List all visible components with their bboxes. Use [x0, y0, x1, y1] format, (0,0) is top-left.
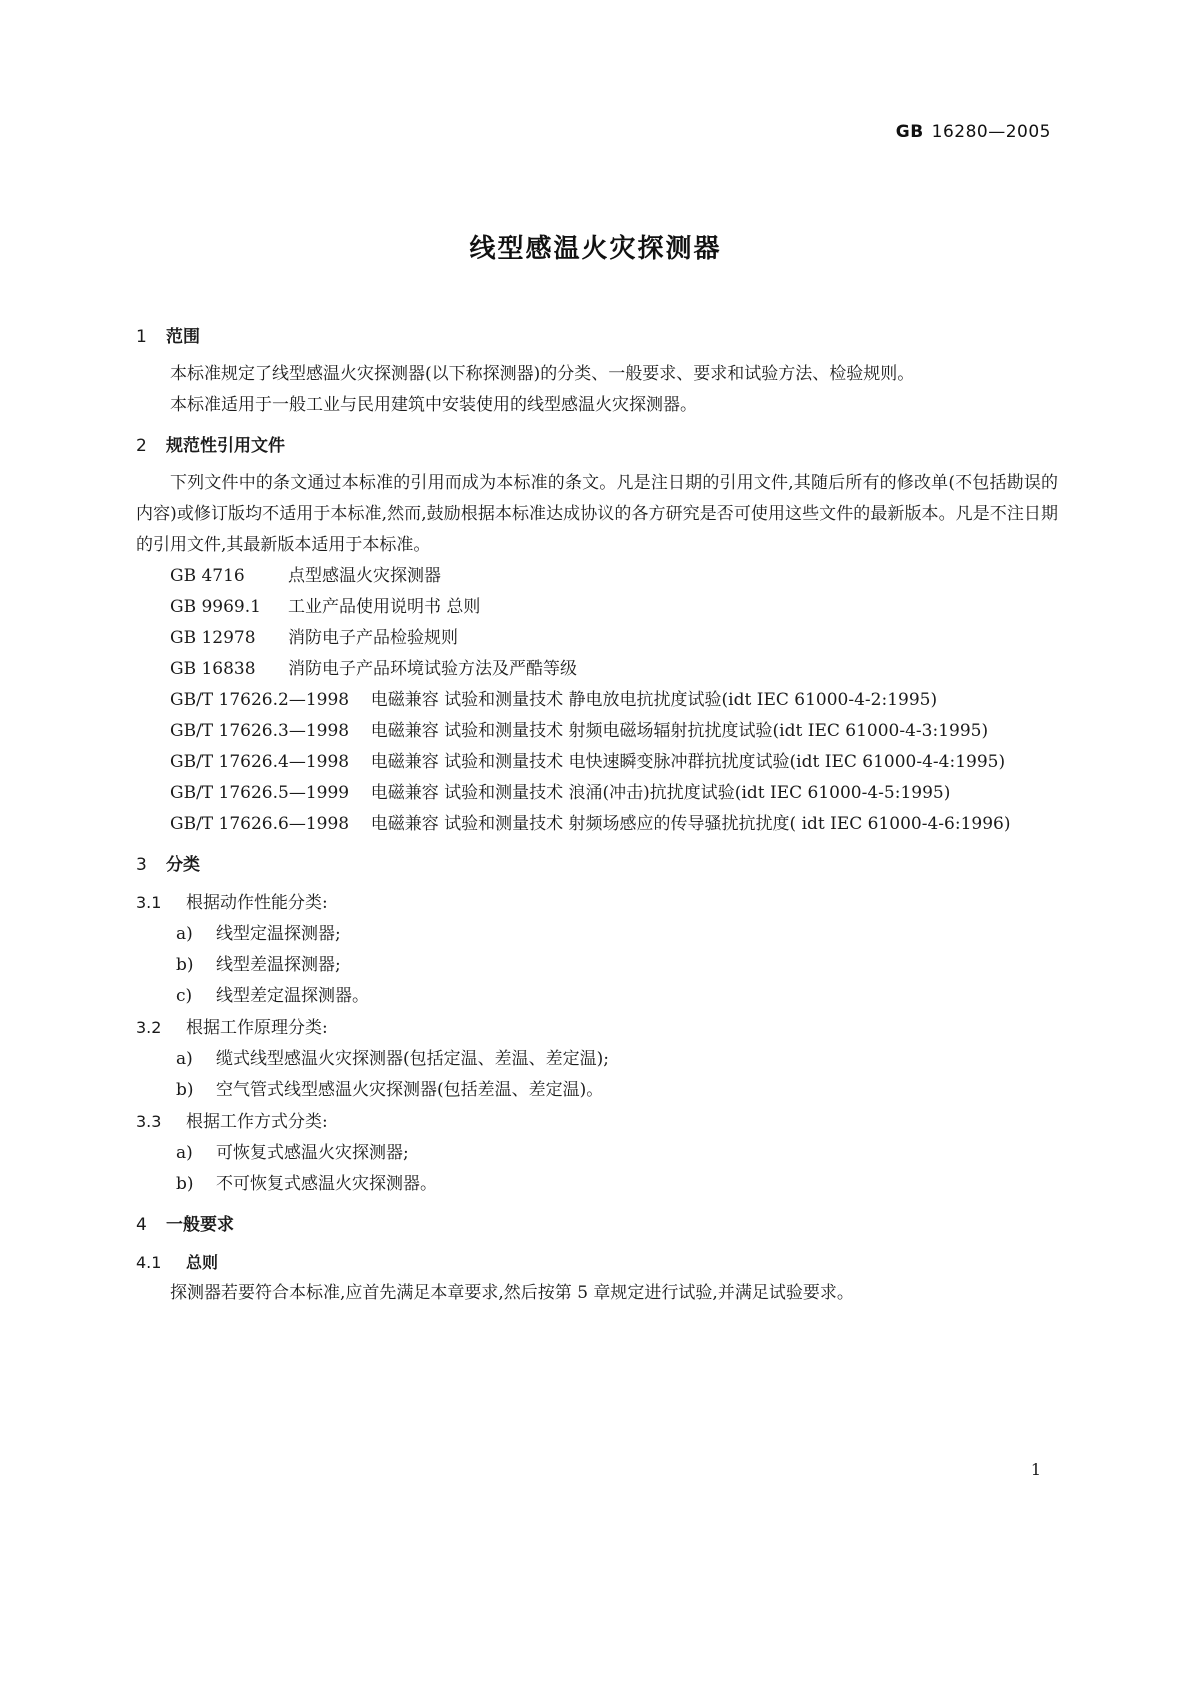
reference-code: GB 9969.1 [170, 597, 261, 617]
list-item [136, 1169, 1058, 1200]
reference-item [136, 747, 1058, 778]
page-number: 1 [1030, 1460, 1041, 1479]
list-item [136, 1138, 1058, 1169]
reference-title: 电磁兼容 试验和测量技术 静电放电抗扰度试验(idt IEC 61000-4-2:1995) [370, 690, 938, 710]
reference-title: 工业产品使用说明书 总则 [288, 597, 481, 617]
reference-item [136, 716, 1058, 747]
reference-title: 点型感温火灾探测器 [288, 566, 441, 586]
subsection-label: 根据动作性能分类: [186, 893, 328, 913]
list-item [136, 919, 1058, 950]
list-marker: a) [176, 1143, 193, 1163]
reference-item [136, 592, 1058, 623]
list-item [136, 1044, 1058, 1075]
subsection-3-3 [136, 1106, 1058, 1138]
section-number: 2 [136, 436, 147, 456]
section-title: 分类 [166, 855, 200, 875]
list-marker: a) [176, 1049, 193, 1069]
list-item [136, 950, 1058, 981]
paragraph: 探测器若要符合本标准,应首先满足本章要求,然后按第 5 章规定进行试验,并满足试验要求。 [170, 1283, 854, 1303]
subsection-number: 3.1 [136, 893, 162, 912]
paragraph: 本标准规定了线型感温火灾探测器(以下称探测器)的分类、一般要求、要求和试验方法、检验规则。 [170, 364, 915, 384]
reference-code: GB 4716 [170, 566, 245, 586]
paragraph: 本标准适用于一般工业与民用建筑中安装使用的线型感温火灾探测器。 [170, 395, 697, 415]
subsection-label: 根据工作原理分类: [186, 1018, 328, 1038]
reference-code: GB/T 17626.2—1998 [170, 690, 350, 710]
section-2-heading [136, 431, 1058, 462]
subsection-3-1 [136, 887, 1058, 919]
list-marker: b) [176, 1080, 194, 1100]
section-number: 1 [136, 327, 147, 347]
section-number: 3 [136, 855, 147, 875]
subsection-3-2 [136, 1012, 1058, 1044]
reference-title: 电磁兼容 试验和测量技术 电快速瞬变脉冲群抗扰度试验(idt IEC 61000-4-4:1995) [370, 752, 1006, 772]
reference-item [136, 809, 1058, 840]
section-1-heading [136, 322, 1058, 353]
document-title: 线型感温火灾探测器 [469, 234, 722, 264]
section-title: 一般要求 [166, 1215, 234, 1235]
reference-title: 消防电子产品检验规则 [288, 628, 458, 648]
reference-code: GB/T 17626.5—1999 [170, 783, 350, 803]
standard-code [896, 122, 1051, 142]
subsection-number: 3.3 [136, 1112, 162, 1131]
standard-prefix: GB [895, 122, 924, 142]
reference-code: GB/T 17626.6—1998 [170, 814, 350, 834]
list-item [136, 981, 1058, 1012]
section-3-heading [136, 850, 1058, 881]
reference-title: 消防电子产品环境试验方法及严酷等级 [288, 659, 577, 679]
list-text: 线型差温探测器; [216, 955, 341, 975]
reference-title: 电磁兼容 试验和测量技术 射频电磁场辐射抗扰度试验(idt IEC 61000-4-3:1995) [370, 721, 989, 741]
reference-code: GB/T 17626.4—1998 [170, 752, 350, 772]
reference-title: 电磁兼容 试验和测量技术 浪涌(冲击)抗扰度试验(idt IEC 61000-4-5:1995) [370, 783, 951, 803]
paragraph: 下列文件中的条文通过本标准的引用而成为本标准的条文。凡是注日期的引用文件,其随后所有的修改单(不包括勘误的内容)或修订版均不适用于本标准,然而,鼓励根据本标准达成协议的各方研究是否可使用这些文件的最新版本。凡是不注日期的引用文件,其最新版本适用于本标准。 [136, 473, 1058, 555]
reference-code: GB 16838 [170, 659, 256, 679]
list-text: 不可恢复式感温火灾探测器。 [216, 1174, 437, 1194]
reference-title: 电磁兼容 试验和测量技术 射频场感应的传导骚扰抗扰度( idt IEC 61000-4-6:1996) [370, 814, 1011, 834]
list-text: 空气管式线型感温火灾探测器(包括差温、差定温)。 [216, 1080, 604, 1100]
list-marker: b) [176, 955, 194, 975]
reference-item [136, 778, 1058, 809]
reference-item [136, 654, 1058, 685]
list-text: 可恢复式感温火灾探测器; [216, 1143, 409, 1163]
reference-item [136, 685, 1058, 716]
section-title: 范围 [166, 327, 200, 347]
list-marker: c) [176, 986, 193, 1006]
subsection-number: 4.1 [136, 1253, 162, 1272]
reference-item [136, 623, 1058, 654]
subsection-4-1 [136, 1247, 1058, 1278]
reference-code: GB 12978 [170, 628, 256, 648]
list-text: 缆式线型感温火灾探测器(包括定温、差温、差定温); [216, 1049, 609, 1069]
list-text: 线型差定温探测器。 [216, 986, 369, 1006]
subsection-number: 3.2 [136, 1018, 162, 1037]
standard-number: 16280—2005 [931, 122, 1051, 142]
subsection-label: 总则 [186, 1253, 219, 1272]
document-body [136, 322, 1058, 1309]
reference-item [136, 561, 1058, 592]
section-4-heading [136, 1210, 1058, 1241]
reference-code: GB/T 17626.3—1998 [170, 721, 350, 741]
subsection-label: 根据工作方式分类: [186, 1112, 328, 1132]
section-number: 4 [136, 1215, 147, 1235]
list-text: 线型定温探测器; [216, 924, 341, 944]
section-title: 规范性引用文件 [166, 436, 285, 456]
list-item [136, 1075, 1058, 1106]
list-marker: b) [176, 1174, 194, 1194]
list-marker: a) [176, 924, 193, 944]
